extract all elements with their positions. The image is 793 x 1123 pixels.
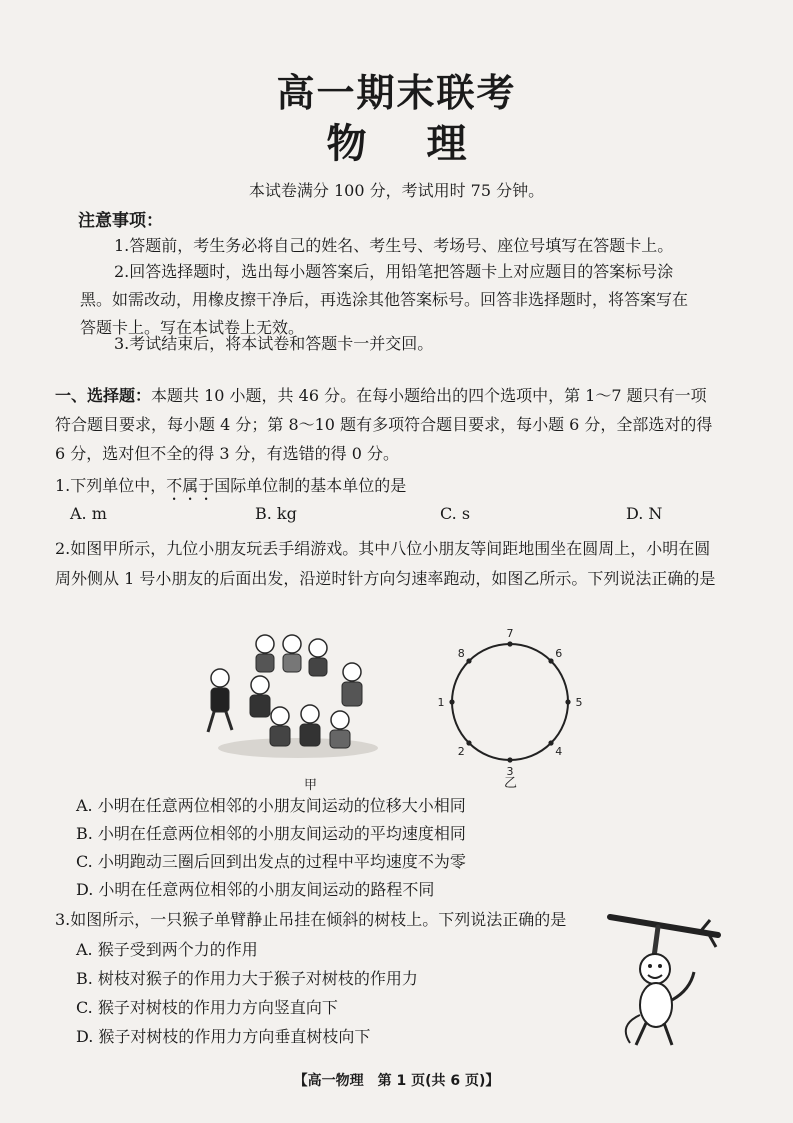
section-heading: 一、选择题：	[55, 386, 152, 405]
position-point-1	[449, 699, 454, 704]
q2-option-d: D. 小明在任意两位相邻的小朋友间运动的路程不同	[76, 880, 435, 899]
position-label-2: 2	[457, 744, 465, 758]
position-point-5	[565, 699, 570, 704]
q3-option-c: C. 猴子对树枝的作用力方向竖直向下	[76, 998, 338, 1017]
exam-title: 高一期末联考	[276, 71, 517, 115]
figure-a-label: 甲	[304, 778, 318, 793]
question-1-stem	[55, 472, 406, 504]
q3-option-d: D. 猴子对树枝的作用力方向垂直树枝向下	[76, 1027, 371, 1046]
question-2-stem: 2.如图甲所示，九位小朋友玩丢手绢游戏。其中八位小朋友等间距地围坐在圆周上，小明在圆周外侧从 1 号小朋友的后面出发，沿逆时针方向匀速率跑动，如图乙所示。下列说法正确的是	[55, 539, 716, 588]
notice-item-2: 2.回答选择题时，选出每小题答案后，用铅笔把答题卡上对应题目的答案标号涂黑。如需改动，用橡皮擦干净后，再选涂其他答案标号。回答非选择题时，将答案写在答题卡上。写在本试卷上无效。	[80, 262, 689, 337]
position-point-7	[507, 641, 512, 646]
q1-option-b: B. kg	[255, 504, 297, 523]
notice-item-3: 3.考试结束后，将本试卷和答题卡一并交回。	[114, 334, 434, 353]
monkey-on-branch-illustration	[600, 905, 730, 1055]
notice-item-1: 1.答题前，考生务必将自己的姓名、考生号、考场号、座位号填写在答题卡上。	[114, 236, 674, 255]
position-label-5: 5	[575, 696, 583, 709]
position-circle-diagram	[430, 625, 590, 785]
children-circle-illustration	[200, 630, 390, 765]
position-label-4: 4	[555, 744, 563, 758]
section-rules: 本题共 10 小题，共 46 分。在每小题给出的四个选项中，第 1～7 题只有一项符合题目要求，每小题 4 分；第 8～10 题有多项符合题目要求，每小题 6 分，全部选对的得 6 分，选对但不全的得 3 分，有选错的得 0 分。	[55, 386, 713, 463]
q1-stem-emphasis: 不属于	[166, 476, 215, 495]
section-instructions	[55, 381, 720, 468]
figure-b-label: 乙	[504, 776, 518, 791]
position-point-8	[466, 658, 471, 663]
position-point-4	[548, 740, 553, 745]
q1-stem-pre: 1.下列单位中，	[55, 476, 167, 495]
question-3-stem: 3.如图所示，一只猴子单臂静止吊挂在倾斜的树枝上。下列说法正确的是	[55, 910, 567, 929]
q1-stem-post: 国际单位制的基本单位的是	[214, 476, 407, 495]
q2-option-c: C. 小明跑动三圈后回到出发点的过程中平均速度不为零	[76, 852, 466, 871]
position-label-1: 1	[437, 696, 445, 709]
q2-option-b: B. 小明在任意两位相邻的小朋友间运动的平均速度相同	[76, 824, 466, 843]
position-point-6	[548, 658, 553, 663]
position-label-8: 8	[457, 647, 465, 661]
notice-heading: 注意事项：	[78, 211, 163, 231]
position-point-2	[466, 740, 471, 745]
position-label-3: 3	[506, 765, 514, 778]
page-footer: 【高一物理 第 1 页(共 6 页)】	[293, 1073, 500, 1089]
position-label-6: 6	[555, 647, 563, 661]
q3-option-a: A. 猴子受到两个力的作用	[76, 940, 258, 959]
q3-option-b: B. 树枝对猴子的作用力大于猴子对树枝的作用力	[76, 969, 418, 988]
q1-option-a: A. m	[70, 504, 107, 523]
q1-option-d: D. N	[626, 504, 663, 523]
position-point-3	[507, 757, 512, 762]
q2-option-a: A. 小明在任意两位相邻的小朋友间运动的位移大小相同	[76, 796, 466, 815]
position-label-7: 7	[506, 627, 514, 640]
exam-meta: 本试卷满分 100 分，考试用时 75 分钟。	[248, 181, 545, 200]
subject-title: 物理	[326, 121, 527, 167]
q1-option-c: C. s	[440, 504, 471, 523]
